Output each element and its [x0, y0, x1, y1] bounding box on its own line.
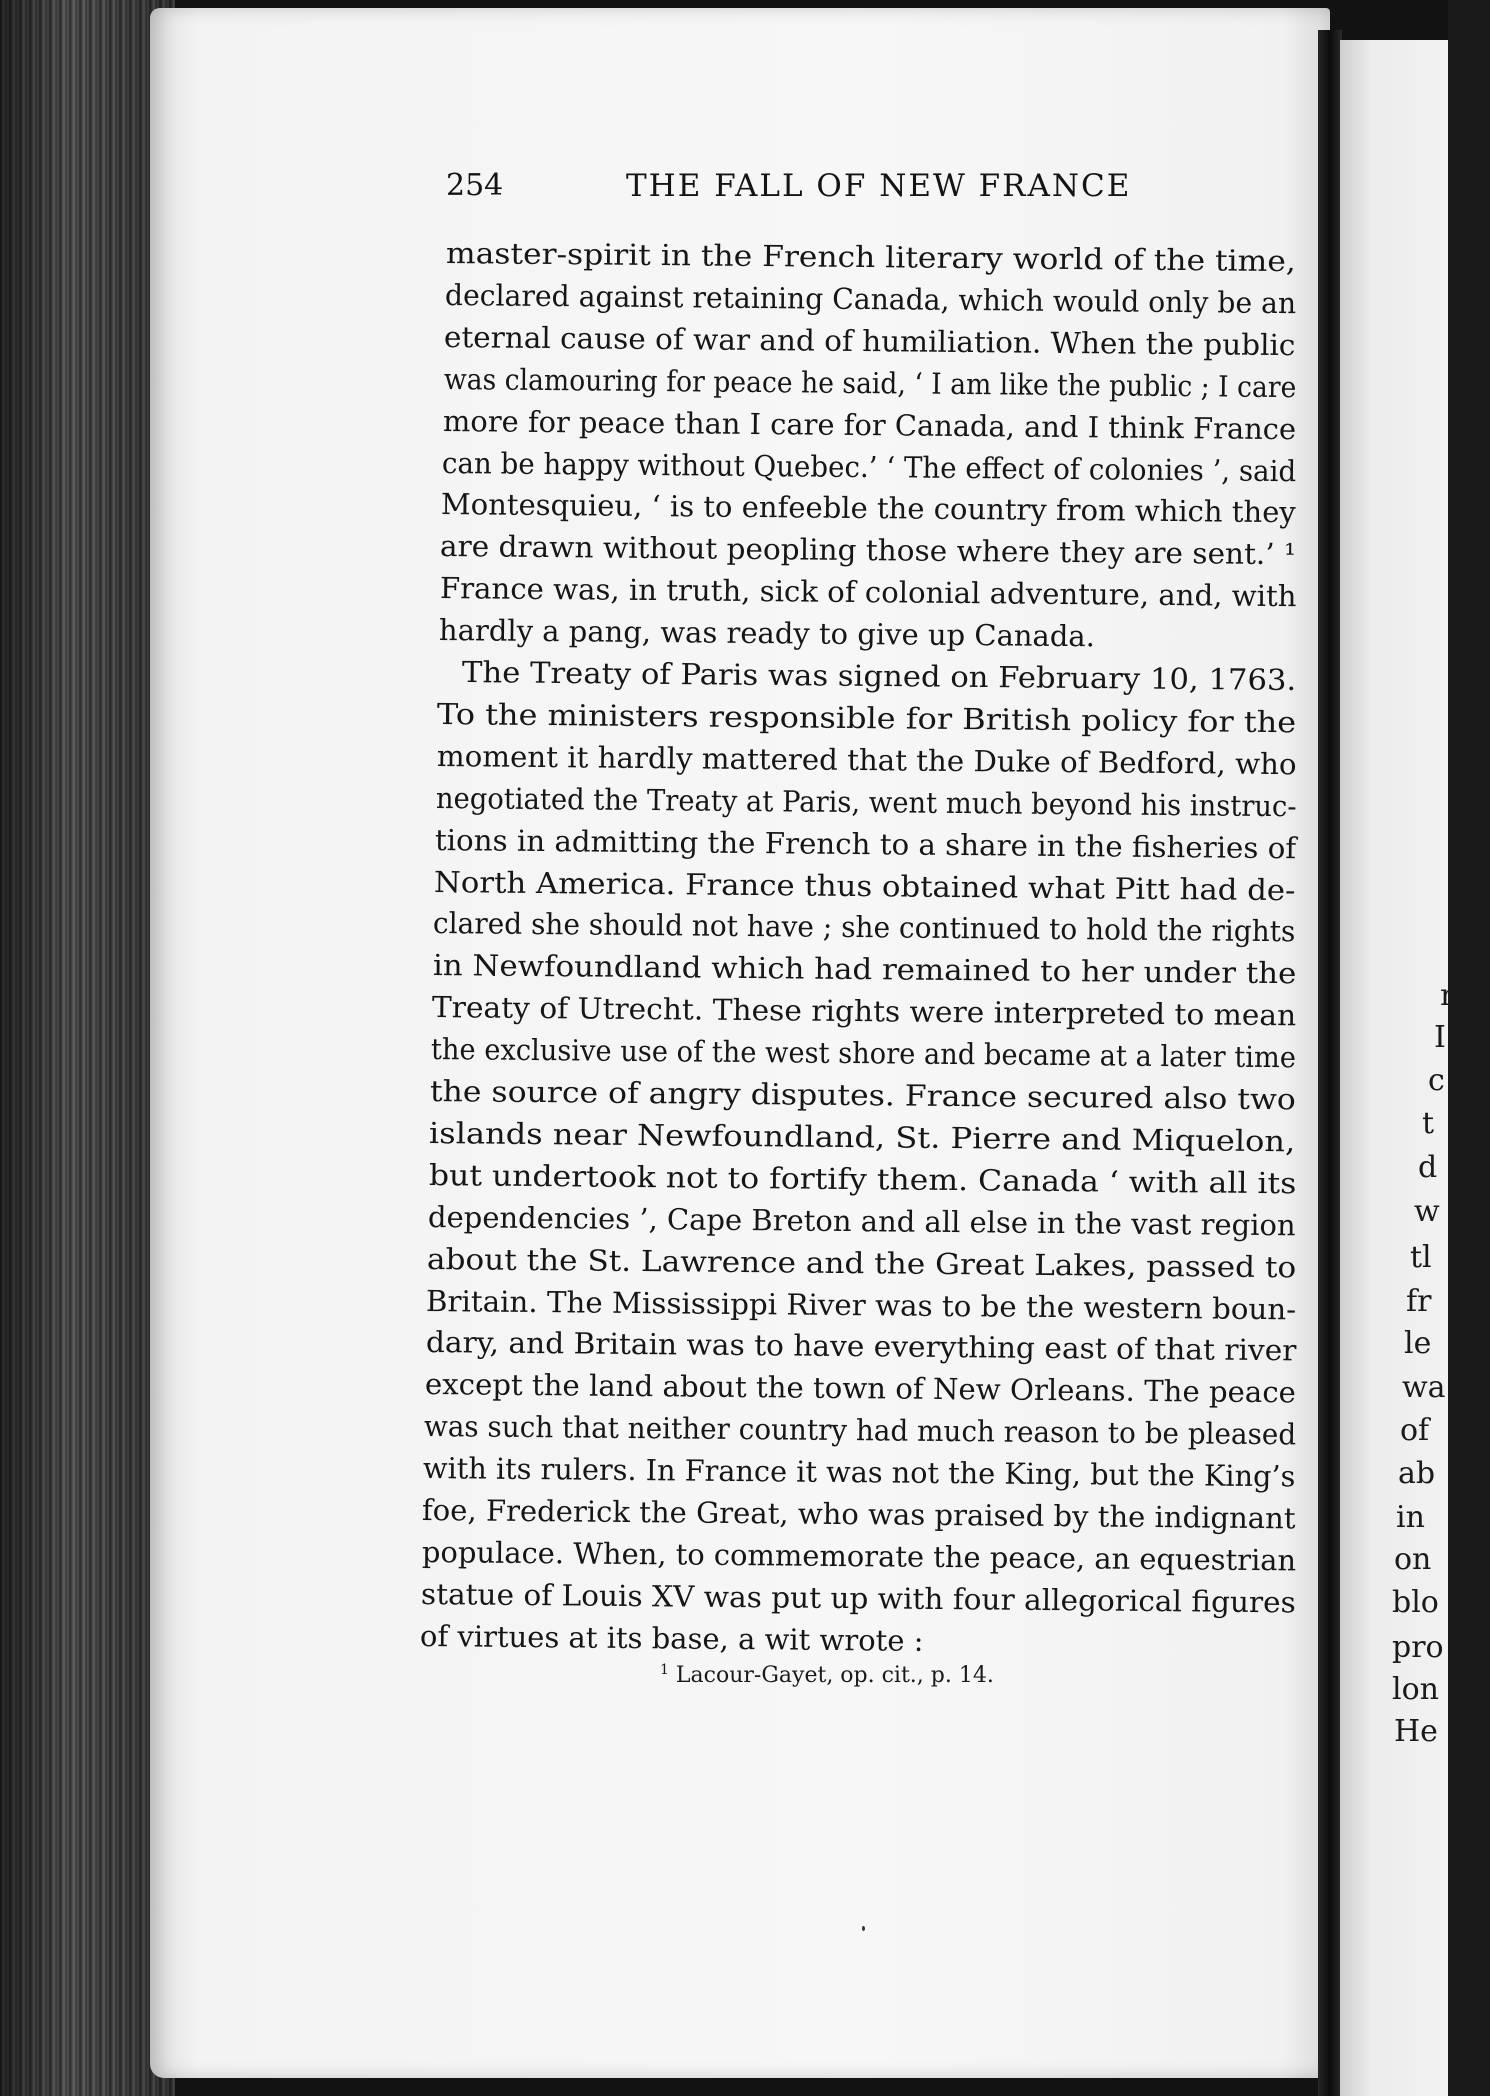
body-line: are drawn without peopling those where they are sent.’ ¹	[440, 529, 1297, 572]
facing-page-fragment: tl	[1410, 1240, 1432, 1275]
facing-page-fragment: blo	[1392, 1585, 1439, 1620]
footnote-text: Lacour-Gayet, op. cit., p. 14.	[675, 1663, 994, 1688]
body-line: islands near Newfoundland, St. Pierre and Miquelon,	[429, 1115, 1296, 1159]
page-number: 254	[446, 168, 504, 203]
book-gutter	[1318, 30, 1342, 2096]
facing-page-fragment: I	[1434, 1020, 1446, 1055]
body-line: France was, in truth, sick of colonial adventure, and, with	[439, 571, 1297, 614]
facing-page-fragment: d	[1418, 1150, 1438, 1185]
facing-page-fragment: c	[1428, 1063, 1445, 1098]
body-line: tions in admitting the French to a share in the fisheries of	[434, 822, 1297, 865]
facing-page-fragment: le	[1404, 1326, 1432, 1361]
facing-page-fragment: on	[1394, 1542, 1432, 1577]
body-line: in Newfoundland which had remained to her under the	[432, 948, 1297, 991]
body-line: The Treaty of Paris was signed on February 10, 1763.	[461, 655, 1297, 698]
facing-page-fragment: fr	[1406, 1284, 1432, 1319]
body-line: eternal cause of war and of humiliation. When the public	[444, 319, 1296, 362]
body-line: North America. France thus obtained what Pitt had de-	[434, 864, 1296, 907]
facing-page-fragment: w	[1414, 1194, 1440, 1229]
facing-page-fragment: r	[1440, 978, 1455, 1013]
body-line: clared she should not have ; she continued to hold the rights	[433, 906, 1296, 949]
body-line: the source of angry disputes. France secured also two	[430, 1074, 1297, 1117]
body-line: the exclusive use of the west shore and became at a later time	[430, 1032, 1297, 1075]
body-line: hardly a pang, was ready to give up Canada.	[438, 613, 1095, 654]
body-line: about the St. Lawrence and the Great Lakes, passed to	[426, 1241, 1297, 1284]
facing-page-fragment: of	[1400, 1413, 1430, 1448]
body-line: master-spirit in the French literary world of the time,	[445, 236, 1296, 279]
body-line: was clamouring for peace he said, ‘ I am like the public ; I care	[443, 361, 1297, 404]
body-line: statue of Louis XV was put up with four allegorical figures	[420, 1576, 1296, 1620]
book-page-edges	[0, 0, 175, 2096]
body-line: To the ministers responsible for British policy for the	[437, 696, 1297, 740]
footnote	[660, 1662, 994, 1688]
body-line: moment it hardly mattered that the Duke of Bedford, who	[436, 738, 1297, 782]
running-head-title: THE FALL OF NEW FRANCE	[626, 168, 1132, 204]
body-line: Treaty of Utrecht. These rights were interpreted to mean	[431, 990, 1297, 1033]
body-line: with its rulers. In France it was not the King, but the King’s	[422, 1451, 1296, 1494]
facing-page-fragment: He	[1394, 1714, 1438, 1749]
body-line: more for peace than I care for Canada, and I think France	[442, 403, 1297, 446]
body-line: but undertook not to fortify them. Canada ‘ with all its	[428, 1157, 1297, 1201]
footnote-marker: 1	[660, 1662, 669, 1678]
paper-speck	[862, 1926, 865, 1931]
body-line: Montesquieu, ‘ is to enfeeble the country from which they	[441, 487, 1297, 530]
body-line: can be happy without Quebec.’ ‘ The effect of colonies ’, said	[441, 445, 1297, 488]
facing-page-fragment: lon	[1392, 1672, 1439, 1707]
body-line: negotiated the Treaty at Paris, went much beyond his instruc-	[435, 780, 1297, 823]
body-line: Britain. The Mississippi River was to be the western boun-	[426, 1283, 1297, 1326]
body-line: dependencies ’, Cape Breton and all else in the vast region	[427, 1199, 1296, 1243]
body-line: except the land about the town of New Orleans. The peace	[424, 1367, 1296, 1410]
facing-page-fragment: pro	[1392, 1630, 1444, 1665]
body-line: of virtues at its base, a wit wrote :	[419, 1618, 924, 1658]
body-line: populace. When, to commemorate the peace, an equestrian	[421, 1534, 1296, 1578]
body-line: declared against retaining Canada, which would only be an	[445, 277, 1297, 321]
facing-page-fragment: in	[1396, 1500, 1425, 1535]
facing-page-fragment: ab	[1398, 1456, 1436, 1491]
body-line: was such that neither country had much reason to be pleased	[423, 1409, 1297, 1452]
body-line: dary, and Britain was to have everything east of that river	[425, 1325, 1297, 1368]
facing-page-fragment: t	[1422, 1106, 1435, 1141]
facing-page-fragment: wa	[1402, 1370, 1446, 1405]
body-line: foe, Frederick the Great, who was praised by the indignant	[422, 1493, 1296, 1536]
